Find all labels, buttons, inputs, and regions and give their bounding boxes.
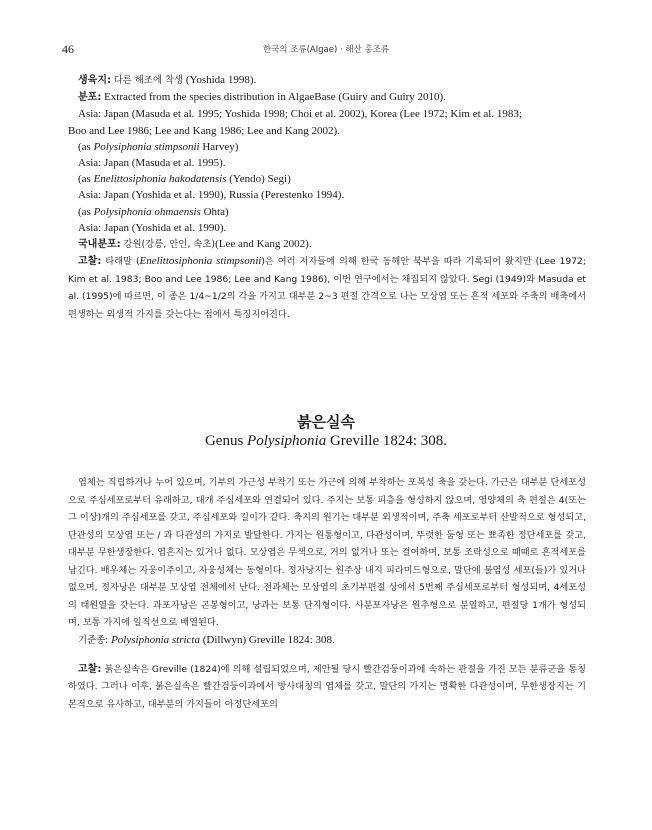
genus-name: Polysiphonia <box>247 433 327 449</box>
distribution-asia-1: Asia: Japan (Masuda et al. 1995; Yoshida 1998; Choi et al. 2002), Korea (Lee 1972; Kim et al. 1983; <box>78 108 522 121</box>
genus-description: 엽체는 직립하거나 누어 있으며, 기부의 가근성 부착기 또는 가근에 의해 부착하는 포복성 축을 갖는다. 가근은 대부분 단세포성으로 주심세포로부터 유래하고, 대개 주심세포와 연결되어 있다. 주지는 보통 피층을 형성하지 않으며, 영양체의 축 편절은 4(또는 그 이상)개의 주심세포를 갖고, 주심세포와 길이가 같다. 축지의 원기는 대부분 외생적이며, 주축 세포로부터 산발적으로 형성되고, 단관성의 모상엽 또는 / 과 다관성의 가지로 발달한다. 가지는 원통형이고, 다관성이며, 뚜렷한 둠형 또는 뾰족한 정단세포를 갖고, 대부분 무한생장한다. 엽흔지는 있거나 없다. 모상엽은 무색으로, 거의 없거나 또는 결여하며, 보통 조락성으로 때때로 흔적세포를 남긴다. 배우체는 자웅이주이고, 자웅성체는 동형이다. 정자낭지는 원주상 내지 피라미드형으로, 말단에 불염성 세포(들)가 있거나 없으며, 정자낭은 대부분 모상엽 전체에서 난다. 전과체는 모상엽의 초기부편절 상에서 5번째 주심세포로부터 형성되며, 4세포성의 태원열을 갖는다. 과포자낭은 곤봉형이고, 낭과는 보통 단지형이다. 사분포자낭은 원추형으로 분열하고, 편절당 1개가 형성되며, 보통 가지에 일직선으로 배열된다. <box>68 477 586 628</box>
synonym-1-name: Polysiphonia stimpsonii <box>93 140 200 153</box>
species-remarks-label: 고찰 <box>78 256 98 268</box>
synonym-2: (as Enelittosiphonia hakodatensis (Yendo) Segi) <box>78 173 291 186</box>
species-section <box>68 72 586 324</box>
synonym-2-name: Enelittosiphonia hakodatensis <box>93 173 227 186</box>
habitat-label: 생육지 <box>78 75 107 86</box>
genus-remarks-text: 붉은실속은 Greville (1824)에 의해 설립되었으며, 제안될 당시 빨간검둥이과에 속하는 관절을 가진 모든 분류군을 통칭하였다. 그러나 이후, 붉은실속은 빨간검둥이과에서 방사대칭의 엽체를 갖고, 말단의 가지는 명확한 다관성이며, 무한생장지는 기본적으로 유사하고, 대부분의 가지들이 아정단세포의 <box>68 663 587 710</box>
type-species-name: Polysiphonia stricta <box>111 633 200 646</box>
distribution-text: Extracted from the species distribution in AlgaeBase (Guiry and Guiry 2010). <box>104 91 446 104</box>
running-title: 한국의 조류(Algae) · 해산 홍조류 <box>262 45 390 55</box>
genus-remarks: 고찰: 붉은실속은 Greville (1824)에 의해 설립되었으며, 제안될 당시 빨간검둥이과에 속하는 관절을 가진 모든 분류군을 통칭하였다. 그러나 이후, 붉은실속은 빨간검둥이과에서 방사대칭의 엽체를 갖고, 말단의 가지는 명확한 다관성이며, 무한생장지는 기본적으로 유사하고, 대부분의 가지들이 아정단세포의 <box>68 663 587 710</box>
type-species-label: 기준종: <box>78 634 109 646</box>
korea-distribution-text: 강원(강릉, 안인, 속초) <box>123 239 216 251</box>
page-number: 46 <box>62 42 74 56</box>
distribution-asia-1-cont: Boo and Lee 1986; Lee and Kang 1986; Lee and Kang 2002). <box>68 124 340 137</box>
habitat-line: 생육지: 다른 해조에 착생 (Yoshida 1998). <box>78 74 257 86</box>
genus-section <box>68 474 586 713</box>
species-remarks: 고찰: 타래말 (Enelittosiphonia stimpsonii)은 여러 저자들에 의해 한국 동해안 북부을 따라 기록되어 왔지만 (Lee 1972; Kim et al. 1983; Boo and Lee 1986; Lee and Kang 1986), 이번 연구에서는 채집되지 않았다. Segi (1949)와 Masuda et al. (1995)에 따르면, 이 종은 1/4~1/2의 각을 가지고 대부분 2~3 편절 간격으로 나는 모상엽 또는 흔적 세포와 주축의 배축에서 편생하는 외생적 가지를 갖는다는 점에서 특징지어진다. <box>68 255 586 321</box>
genus-title: Genus Polysiphonia Greville 1824: 308. <box>204 433 448 449</box>
distribution-asia-3: Asia: Japan (Yoshida et al. 1990), Russia (Perestenko 1994). <box>78 189 345 202</box>
korea-distribution-line: 국내분포: 강원(강릉, 안인, 속초)(Lee and Kang 2002). <box>78 238 312 251</box>
habitat-ref: (Yoshida 1998). <box>185 74 257 86</box>
distribution-label: 분포 <box>78 92 98 104</box>
synonym-3-name: Polysiphonia ohmaensis <box>93 205 201 218</box>
distribution-asia-4: Asia: Japan (Yoshida et al. 1990). <box>78 221 227 234</box>
synonym-1: (as Polysiphonia stimpsonii Harvey) <box>78 140 239 153</box>
genus-title-korean: 붉은실속 <box>297 413 355 431</box>
distribution-line: 분포: Extracted from the species distribution in AlgaeBase (Guiry and Guiry 2010). <box>78 91 446 104</box>
type-species-line: 기준종: Polysiphonia stricta (Dillwyn) Greville 1824: 308. <box>78 633 335 646</box>
remarks-species-name: Enelittosiphonia stimpsonii <box>139 255 262 268</box>
distribution-asia-2: Asia: Japan (Masuda et al. 1995). <box>78 157 226 170</box>
genus-remarks-label: 고찰 <box>78 663 98 675</box>
korea-distribution-ref: (Lee and Kang 2002). <box>215 238 312 251</box>
korea-distribution-label: 국내분포 <box>78 239 117 251</box>
page-header <box>62 42 590 56</box>
habitat-text: 다른 해조에 착생 <box>113 75 184 86</box>
synonym-3: (as Polysiphonia ohmaensis Ohta) <box>78 205 229 218</box>
